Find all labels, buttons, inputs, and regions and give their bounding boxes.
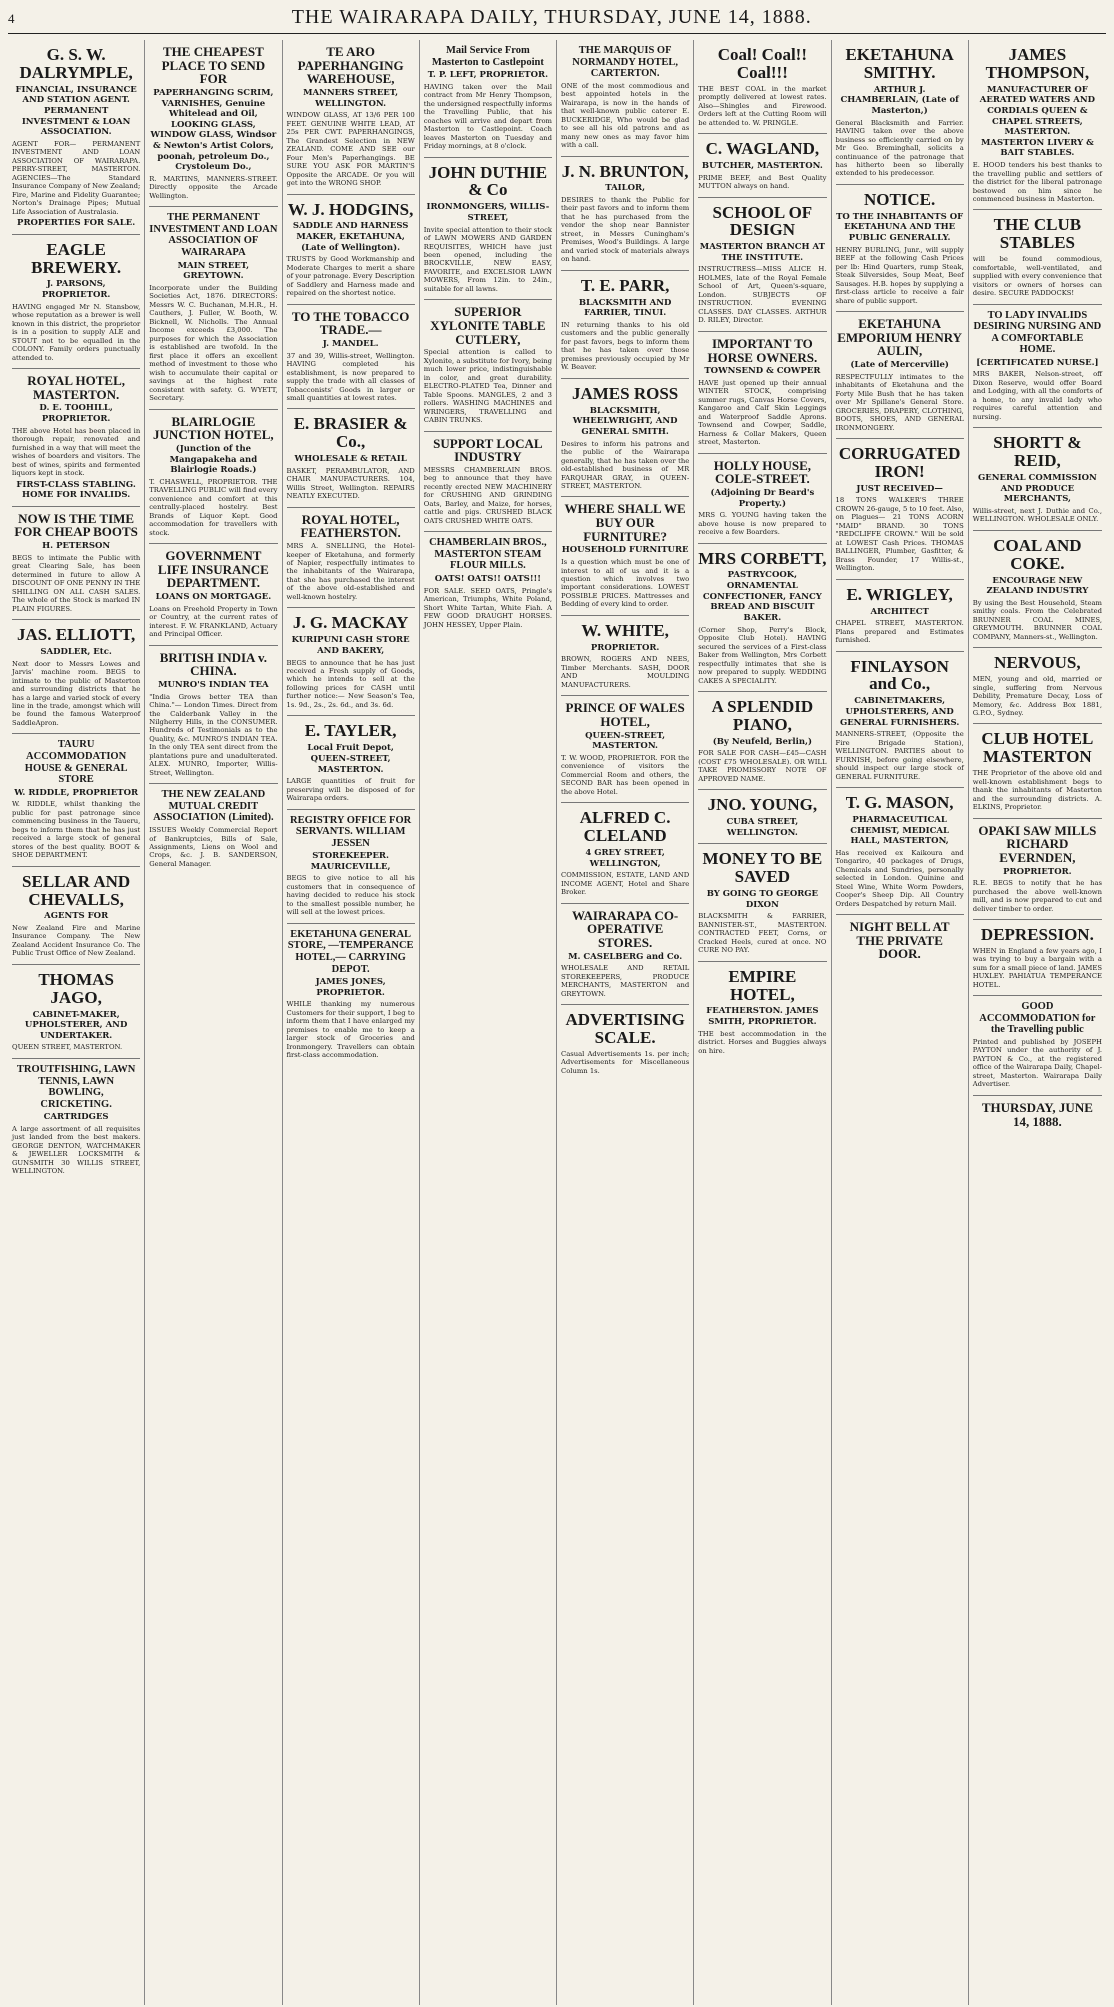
ad-body-text: FOR SALE FOR CASH—£45—CASH (COST £75 WHOLESALE). OR WILL TAKE PROMISSORY NOTE OF APPROVED NAME.: [698, 749, 827, 783]
ad-subheading: MANNERS STREET, WELLINGTON.: [303, 87, 399, 109]
ad-subheading: AGENTS FOR: [44, 911, 109, 922]
ad-subheading: D. E. TOOHILL, PROPRIETOR.: [39, 403, 113, 425]
ad-body-text: MANNERS-STREET, (Opposite the Fire Brigade Station), WELLINGTON. PARTIES about to FURNISH, before going elsewhere, should inspect our large stock of GENERAL FURNITURE.: [835, 730, 964, 781]
column-8: [969, 40, 1106, 2005]
ad-body-text: PRIME BEEF, and Best Quality MUTTON always on hand.: [698, 173, 827, 191]
advertisement: [12, 235, 140, 369]
advertisement: [561, 40, 689, 157]
ad-headline: JOHN DUTHIE & Co: [428, 162, 548, 200]
advertisement: [424, 432, 552, 533]
advertisement: [973, 648, 1102, 724]
ad-headline: A SPLENDID PIANO,: [711, 697, 814, 734]
column-3: [283, 40, 420, 2005]
ad-body-text: T. CHASWELL, PROPRIETOR. THE TRAVELLING PUBLIC will find every convenience and comfort at this centrally-placed hostelry. Best Brands of Liquor Kept. Good accommodation for travellers with stock.: [149, 477, 278, 537]
advertisement: [698, 790, 826, 844]
ad-body-text: Loans on Freehold Property in Town or Country, at the current rates of interest. F. W. FRANKLAND, Actuary and Principal Officer.: [149, 604, 278, 639]
ad-headline: JNO. YOUNG,: [707, 795, 818, 815]
ad-subheading: LOANS ON MORTGAGE.: [155, 592, 272, 603]
ad-subheading: CABINET-MAKER, UPHOLSTERER, AND UNDERTAKER.: [24, 1009, 128, 1041]
ad-subheading: BLACKSMITH, WHEELWRIGHT, AND GENERAL SMITH.: [572, 405, 678, 437]
ad-subheading: BUTCHER, MASTERTON.: [701, 160, 823, 171]
advertisement: [287, 40, 415, 195]
ad-body-text: A large assortment of all requisites just landed from the best makers. GEORGE DENTON, WATCHMAKER & JEWELLER LOCKSMITH & GUNSMITH 30 WILLIS STREET, WELLINGTON.: [12, 1124, 141, 1176]
ad-body-text: CHAPEL STREET, MASTERTON. Plans prepared and Estimates furnished.: [835, 619, 964, 645]
ad-headline: FINLAYSON and Co.,: [850, 656, 949, 694]
ad-body-text: ONE of the most commodious and best appointed hotels in the Wairarapa, is now in the hands of that well-known public caterer E. BUCKERIDGE, Who would be glad to see all his old patrons and as many new ones as may favor him with a call.: [561, 81, 690, 150]
masthead-title: THE WAIRARAPA DAILY, THURSDAY, JUNE 14, 1888.: [291, 6, 812, 28]
ad-headline: IMPORTANT TO HORSE OWNERS.: [707, 335, 818, 365]
ad-subheading: WHOLESALE & RETAIL: [294, 454, 407, 465]
column-1: [8, 40, 145, 2005]
ad-headline: CORRUGATED IRON!: [838, 444, 961, 481]
ad-headline: TAURU ACCOMMODATION HOUSE & GENERAL STORE: [24, 739, 128, 786]
advertisement: [287, 305, 415, 410]
ad-subheading: ARTHUR J. CHAMBERLAIN, (Late of Masterton,): [840, 84, 959, 116]
advertisement: [836, 185, 964, 312]
ad-body-text: 18 TONS WALKER'S THREE CROWN 26-gauge, 5 to 10 feet. Also, on Plagues— 21 TONS ACORN "MAID" BRAND. 30 TONS "REDCLIFFE CROWN." Will be sold at LOWEST Cash Prices. THOMAS BALLINGER, Plumber, Gasfitter, & Brass Founder, 17 Willis-st., Wellington.: [835, 496, 964, 573]
advertisement: [561, 271, 689, 379]
ad-headline: CHAMBERLAIN BROS., MASTERTON STEAM FLOUR MILLS.: [429, 537, 547, 572]
ad-subheading: STOREKEEPER. MAURICEVILLE,: [310, 851, 391, 872]
advertisement: [836, 40, 964, 185]
advertisement: [698, 134, 826, 197]
advertisement: [149, 784, 277, 874]
advertisement: [149, 410, 277, 545]
ad-subheading: FEATHERSTON. JAMES SMITH, PROPRIETOR.: [706, 1006, 819, 1028]
ad-body-text: By using the Best Household, Steam smithy coals. From the Celebrated BRUNNER COAL MINES, GREYMOUTH. BRUNNER COAL COMPANY, Manners-st., Wellington.: [972, 598, 1102, 641]
ad-headline: SELLAR AND CHEVALLS,: [22, 871, 131, 909]
ad-body-text: MRS BAKER, Nelson-street, off Dixon Reserve, would offer Board and Lodging, with all the comforts of a home, to any invalid lady who requires careful attention and nursing.: [972, 370, 1102, 421]
advertisement: [561, 696, 689, 803]
ad-headline: NIGHT BELL AT THE PRIVATE DOOR.: [849, 919, 950, 962]
ad-subheading: CARTRIDGES: [43, 1112, 109, 1123]
ad-body-text: WHILE thanking my numerous Customers for their support, I beg to inform them that I have enlarged my premises to enable me to keep a larger stock of Groceries and Ironmongery. Travellers can obtain first-class accommodation.: [286, 1000, 415, 1060]
ad-headline: ROYAL HOTEL, MASTERTON.: [27, 373, 126, 402]
ad-subheading: ARCHITECT: [870, 606, 929, 617]
ad-body-text: E. HOOD tenders his best thanks to the travelling public and settlers of the district for the liberal patronage bestowed on him since he commenced business in Masterton.: [972, 161, 1102, 203]
advertisement: [287, 508, 415, 609]
ad-extra-line: FIRST-CLASS STABLING. HOME FOR INVALIDS.: [16, 479, 136, 501]
advertisement: [973, 428, 1102, 531]
column-7: [832, 40, 969, 2005]
advertisement: [973, 996, 1102, 1096]
advertisement: [698, 454, 826, 544]
ad-subheading: TOWNSEND & COWPER: [704, 366, 821, 377]
ad-headline: ALFRED C. CLELAND: [579, 808, 671, 846]
advertisement: [561, 616, 689, 696]
ad-headline: J. N. BRUNTON,: [561, 161, 689, 181]
advertisement: [973, 305, 1102, 429]
ad-body-text: General Blacksmith and Farrier. HAVING taken over the above business so efficiently carried on by Mr Geo. Breminghall, solicits a continuance of the patronage that has hitherto been so liberally extended to his predecessor.: [835, 118, 964, 178]
ad-body-text: ISSUES Weekly Commercial Report of Bankruptcies, Bills of Sale, Assignments, Liens on Wool and Crops, &c. J. B. SANDERSON, General Manager.: [149, 826, 278, 868]
ad-headline: GOVERNMENT LIFE INSURANCE DEPARTMENT.: [157, 548, 269, 591]
ad-subheading: H. PETERSON: [42, 541, 111, 552]
advertisement: [149, 544, 277, 645]
ad-headline: TO LADY INVALIDS DESIRING NURSING AND A COMFORTABLE HOME.: [973, 309, 1102, 356]
ad-body-text: THE above Hotel has been placed in thorough repair, renovated and furnished in a way that will meet the wishes of boarders and visitors. The best of wines, spirits and fermented liquors kept in stock.: [12, 426, 141, 478]
ad-headline: THE PERMANENT INVESTMENT AND LOAN ASSOCIATION OF WAIRARAPA: [149, 212, 278, 259]
ad-body-text: BEGS to give notice to all his customers that in consequence of having decided to reduce his stock to the smallest possible number, he will sell at the lowest prices.: [286, 874, 415, 917]
ad-subheading: PASTRYCOOK, ORNAMENTAL CONFECTIONER, FANCY BREAD AND BISCUIT BAKER.: [702, 570, 822, 623]
ad-body-text: COMMISSION, ESTATE, LAND AND INCOME AGENT, Hotel and Share Broker.: [561, 871, 690, 897]
ad-headline: THE CLUB STABLES: [993, 215, 1082, 253]
ad-subheading: MUNRO'S INDIAN TEA: [158, 679, 269, 690]
ad-body-text: WHOLESALE AND RETAIL STOREKEEPERS, PRODUCE MERCHANTS, MASTERTON and GREYTOWN.: [561, 964, 690, 998]
ad-body-text: FOR SALE. SEED OATS, Pringle's American, Triumphs, White Poland, Short White Tartan, White Fiah. A FEW GOOD DRAUGHT HORSES. JOHN HESSEY, Upper Plain.: [423, 586, 552, 629]
advertisement: [424, 40, 552, 158]
advertisement: [12, 965, 140, 1059]
ad-headline: EKETAHUNA EMPORIUM HENRY AULIN,: [837, 316, 963, 359]
ad-subheading: PHARMACEUTICAL CHEMIST, MEDICAL HALL, MASTERTON,: [850, 814, 949, 847]
ad-subheading: (By Neufeld, Berlin,): [712, 736, 813, 747]
ad-body-text: T. W. WOOD, PROPRIETOR. FOR the convenience of visitors the Commercial Room and others, the SECOND BAR has been opened in the above Hotel.: [561, 753, 690, 796]
ad-body-text: Has received ex Kaikoura and Tongariro, 40 packages of Drugs, Chemicals and Sundries, personally selected in London. Quinine and Steel Wine, White Worm Powders, Cooper's Sheep Dip. All Country Orders Despatched by return Mail.: [835, 848, 964, 908]
ad-headline: BLAIRLOGIE JUNCTION HOTEL,: [153, 413, 274, 443]
ad-subheading: CABINETMAKERS, UPHOLSTERERS, AND GENERAL FURNISHERS.: [839, 696, 960, 728]
ad-body-text: Printed and published by JOSEPH PAYTON under the authority of J. PAYTON & Co., at the registered office of the Wairarapa Daily, Chapel-street, Masterton. Wairarapa Daily Advertiser.: [972, 1037, 1102, 1089]
advertisement: [287, 716, 415, 809]
ad-body-text: (Corner Shop, Perry's Block, Opposite Club Hotel). HAVING secured the services of a First-class Baker from Wellington, Mrs Corbett respectfully intimates that she is now prepared to supply. WEDDING CAKES A SPECIALITY.: [698, 625, 827, 685]
ad-subheading: M. CASELBERG and Co.: [568, 951, 683, 962]
ad-headline: TROUTFISHING, LAWN TENNIS, LAWN BOWLING, CRICKETING.: [16, 1063, 136, 1110]
ad-subheading: MASTERTON BRANCH AT THE INSTITUTE.: [699, 242, 825, 263]
advertisement: [287, 924, 415, 1066]
advertisement: [424, 532, 552, 635]
ad-headline: THE NEW ZEALAND MUTUAL CREDIT ASSOCIATION (Limited).: [153, 789, 274, 824]
ad-body-text: Invite special attention to their stock of LAWN MOWERS AND GARDEN REQUISITES, WHICH have just been opened, including the BROCKVILLE, NEW EASY, FAVORITE, and EXCELSIOR LAWN MOWERS, From 12in. to 24in., suitable for all lawns.: [423, 225, 552, 293]
ad-headline: HOLLY HOUSE, COLE-STREET.: [713, 457, 812, 487]
ad-subheading: GENERAL COMMISSION AND PRODUCE MERCHANTS,: [977, 473, 1097, 505]
ad-subheading: PROPRIETOR.: [590, 642, 660, 653]
ad-headline: THE MARQUIS OF NORMANDY HOTEL, CARTERTON.: [572, 45, 679, 80]
advertisement: [698, 198, 826, 332]
ad-headline: NERVOUS,: [994, 653, 1081, 673]
ad-body-text: Willis-street, next J. Duthie and Co., WELLINGTON. WHOLESALE ONLY.: [972, 506, 1102, 524]
ad-subheading: BY GOING TO GEORGE DIXON: [706, 889, 819, 910]
ad-headline: TE ARO PAPERHANGING WAREHOUSE,: [297, 44, 404, 87]
ad-body-text: R. MARTINS, MANNERS-STREET. Directly opposite the Arcade Wellington.: [149, 174, 278, 200]
ad-headline: G. S. W. DALRYMPLE,: [19, 45, 133, 82]
advertisement: [561, 379, 689, 498]
ad-body-text: MRS G. YOUNG having taken the above house is now prepared to receive a few Boarders.: [698, 511, 827, 537]
ad-body-text: Casual Advertisements 1s. per inch; Advertisements for Miscellaneous Column 1s.: [561, 1049, 690, 1075]
column-5: [557, 40, 694, 2005]
advertisement: [973, 531, 1102, 648]
advertisement: [698, 844, 826, 961]
ad-subheading: PROPRIETOR.: [1003, 866, 1072, 877]
ad-extra-line: PROPERTIES FOR SALE.: [17, 218, 136, 229]
advertisement: [698, 332, 826, 454]
ad-subheading: BLACKSMITH AND FARRIER, TINUI.: [578, 297, 672, 319]
ad-headline: EKETAHUNA GENERAL STORE, —TEMPERANCE HOTEL,— CARRYING DEPOT.: [287, 928, 414, 975]
ad-headline: SUPPORT LOCAL INDUSTRY: [433, 435, 543, 465]
ad-headline: EMPIRE HOTEL,: [728, 966, 797, 1004]
ad-body-text: QUEEN STREET, MASTERTON.: [12, 1043, 123, 1052]
ad-body-text: WINDOW GLASS, AT 13/6 PER 100 FEET. GENUINE WHITE LEAD, AT 25s PER CWT. PAPERHANGINGS, The Grandest Selection in NEW ZEALAND. COME AND SEE our Four Men's Paperhangings. BE SURE YOU ASK FOR MARTIN'S Opposite the ARCADE. Or you will get into the WRONG SHOP.: [286, 111, 415, 188]
ad-headline: T. G. MASON,: [845, 793, 954, 813]
ad-headline: REGISTRY OFFICE FOR SERVANTS. WILLIAM JESSEN: [290, 814, 412, 849]
ad-body-text: HENRY BURLING, Junr., will supply BEEF at the following Cash Prices per lb: Hind Quarters, rump Steak, Steak Silversides, Soup Meat, Beef Sausages. H.B. hopes by supplying a first-class article to receive a fair share of public support.: [835, 245, 964, 305]
ad-headline: SUPERIOR XYLONITE TABLE CUTLERY,: [430, 304, 546, 347]
ad-body-text: will be found commodious, comfortable, well-ventilated, and supplied with every convenience that visitors or owners of horses can desire. SECURE PADDOCKS!: [972, 255, 1102, 298]
ad-headline: THURSDAY, JUNE 14, 1888.: [981, 1099, 1093, 1129]
ad-subheading: MAIN STREET, GREYTOWN.: [177, 260, 250, 282]
ad-body-text: THE BEST COAL in the market promptly delivered at lowest rates. Also—Shingles and Firewood. Orders left at the Cutting Room will be attended to. W. PRINGLE.: [698, 84, 827, 127]
advertisement: [287, 409, 415, 507]
advertisement: [836, 439, 964, 580]
ad-headline: SHORTT & REID,: [993, 433, 1082, 471]
masthead: [8, 6, 1106, 34]
advertisement: [973, 920, 1102, 996]
ad-headline: Mail Service From Masterton to Castlepoint: [431, 45, 544, 68]
ad-headline: EKETAHUNA SMITHY.: [845, 45, 954, 82]
ad-headline: CLUB HOTEL MASTERTON: [981, 729, 1094, 767]
advertisement: [836, 788, 964, 915]
ad-body-text: MEN, young and old, married or single, suffering from Nervous Debility, Premature Decay, Loss of Memory, &c. Address Box 1881, G.P.O., Sydney.: [972, 675, 1102, 717]
ad-headline: Coal! Coal!! Coal!!!: [717, 45, 807, 82]
ad-subheading: JUST RECEIVED—: [856, 483, 943, 494]
ad-subheading: TAILOR,: [605, 183, 646, 194]
ad-headline: TO THE TOBACCO TRADE.—: [291, 308, 410, 338]
advertisement: [424, 158, 552, 301]
ad-subheading: KURIPUNI CASH STORE AND BAKERY,: [291, 635, 410, 656]
ad-headline: E. WRIGLEY,: [846, 584, 953, 604]
columns: [8, 40, 1106, 2005]
ad-subheading: 4 GREY STREET, WELLINGTON,: [585, 847, 665, 869]
advertisement: [424, 300, 552, 431]
ad-body-text: Desires to inform his patrons and the public of the Wairarapa generally, that he has taken over the old-established business of MR FARQUHAR GRAY, in QUEEN-STREET, MASTERTON.: [561, 439, 690, 490]
advertisement: [561, 803, 689, 903]
ad-body-text: WHEN in England a few years ago, I was trying to buy a bargain with a sum for a small piece of land. JAMES HUXLEY. PAHIATUA TEMPERANCE HOTEL.: [972, 946, 1102, 989]
ad-subheading: T. P. LEFT, PROPRIETOR.: [427, 70, 549, 81]
ad-headline: ROYAL HOTEL, FEATHERSTON.: [300, 511, 401, 541]
ad-headline: W. WHITE,: [581, 620, 669, 640]
ad-headline: SCHOOL OF DESIGN: [712, 202, 813, 240]
advertisement: [12, 620, 140, 734]
ad-body-text: TRUSTS by Good Workmanship and Moderate Charges to merit a share of your patronage. Every Description of Saddlery and Harness made and repaired on the shortest notice.: [286, 255, 415, 298]
column-2: [145, 40, 282, 2005]
ad-headline: GOOD ACCOMMODATION for the Travelling public: [979, 1001, 1096, 1036]
advertisement: [973, 210, 1102, 304]
ad-body-text: AGENT FOR— PERMANENT INVESTMENT AND LOAN ASSOCIATION OF WAIRARAPA. PERRY-STREET, MASTERTON. AGENCIES—The Standard Insurance Company of New Zealand; Fire, Marine and Fidelity Guarantee; Norton's Drainage Pipes; Mutual Life Association of Australasia.: [12, 139, 141, 216]
ad-headline: ADVERTISING SCALE.: [565, 1010, 685, 1048]
advertisement: [836, 580, 964, 652]
ad-subheading: OATS! OATS!! OATS!!!: [434, 574, 542, 584]
advertisement: [149, 207, 277, 409]
ad-body-text: THE best accommodation in the district. Horses and Buggies always on hire.: [698, 1029, 827, 1055]
ad-subheading: TO THE INHABITANTS OF EKETAHUNA AND THE PUBLIC GENERALLY.: [836, 211, 964, 244]
advertisement: [12, 1059, 140, 1182]
ad-subheading: FINANCIAL, INSURANCE AND STATION AGENT. PERMANENT INVESTMENT & LOAN ASSOCIATION.: [15, 84, 137, 138]
ad-body-text: Next door to Messrs Lowes and Jarvis' machine room. BEGS to intimate to the public of Masterton and surrounding districts that he has a large and varied stock of every line in the trade, amongst which will be found the famous Waterproof SaddleApron.: [12, 659, 141, 727]
advertisement: [561, 157, 689, 271]
advertisement: [698, 544, 826, 692]
advertisement: [973, 819, 1102, 920]
ad-subheading: CUBA STREET, WELLINGTON.: [726, 817, 799, 838]
ad-body-text: DESIRES to thank the Public for their past favors and to inform them that he has purchased from the vendor the shop near Bannister street, in Messrs Cuningham's Premises, Wood's Buildings. A large and varied stock of materials always on hand.: [561, 195, 690, 264]
ad-body-text: BEGS to intimate the Public with great Clearing Sale, has been determined in future to allow A DISCOUNT OF ONE PENNY IN THE SHILLING ON ALL CASH SALES. The whole of the Stock is marked IN PLAIN FIGURES.: [12, 553, 141, 613]
advertisement: [973, 724, 1102, 818]
ad-headline: DEPRESSION.: [980, 925, 1094, 945]
ad-subheading: SADDLE AND HARNESS MAKER, EKETAHUNA, (Late of Wellington).: [292, 221, 409, 253]
advertisement: [287, 195, 415, 305]
advertisement: [836, 312, 964, 439]
advertisement: [973, 40, 1102, 210]
ad-body-text: New Zealand Fire and Marine Insurance Company. The New Zealand Accident Insurance Co. The Public Trust Office of New Zealand.: [12, 923, 141, 958]
ad-headline: THE CHEAPEST PLACE TO SEND FOR: [161, 44, 266, 87]
ad-subheading: SADDLER, Etc.: [40, 646, 112, 657]
ad-headline: E. BRASIER & Co.,: [293, 414, 408, 452]
ad-headline: W. J. HODGINS,: [287, 199, 414, 219]
ad-subheading: MANUFACTURER OF AERATED WATERS AND CORDIALS QUEEN & CHAPEL STREETS, MASTERTON. MASTERTON LIVERY & BAIT STABLES.: [979, 84, 1095, 159]
ad-headline: OPAKI SAW MILLS RICHARD EVERNDEN,: [978, 822, 1097, 865]
ad-body-text: IN returning thanks to his old customers and the public generally for past favors, begs to inform them that he has taken over those premises previously occupied by Mr W. Beaver.: [561, 320, 690, 372]
ad-subheading: ENCOURAGE NEW ZEALAND INDUSTRY: [986, 575, 1089, 597]
ad-body-text: INSTRUCTRESS—MISS ALICE H. HOLMES, late of the Royal Female School of Art, Queen's-square, London. SUBJECTS OF INSTRUCTION. EVENING CLASSES. DAY CLASSES. ARTHUR D. RILEY, Director.: [698, 265, 827, 325]
advertisement: [149, 646, 277, 785]
ad-headline: WHERE SHALL WE BUY OUR FURNITURE?: [564, 501, 686, 544]
ad-body-text: THE Proprietor of the above old and well-known establishment begs to thank the inhabitants of Masterton and the surrounding districts. A. ELKINS, Proprietor.: [972, 769, 1102, 812]
ad-headline: NOTICE.: [863, 189, 936, 209]
ad-subheading: IRONMONGERS, WILLIS-STREET,: [426, 202, 550, 223]
advertisement: [836, 652, 964, 788]
ad-headline: JAMES THOMPSON,: [985, 45, 1090, 82]
ad-headline: WAIRARAPA CO-OPERATIVE STORES.: [571, 907, 679, 950]
ad-subheading: J. PARSONS, PROPRIETOR.: [41, 279, 111, 301]
ad-body-text: Incorporate under the Building Societies Act, 1876. DIRECTORS: Messrs W. C. Buchanan, M.H.R., H. Cauthers, J. Fuller, W. Booth, W. Bicknell, W. Nicholls. The Annual Income exceeds £3,000. The purposes for which the Association is established are twofold. In the first place it offers an excellent method of investment to those who wish to accumulate their capital or savings at the highest rate consistent with safety. G. WYETT, Secretary.: [149, 283, 278, 403]
ad-body-text: MRS A. SNELLING, the Hotel-keeper of Eketahuna, and formerly of Napier, respectfully intimates to the inhabitants of the Wairarapa, that she has purchased the interest of the above old-established and well-known hostelry.: [286, 542, 415, 601]
ad-subheading: HOUSEHOLD FURNITURE: [561, 545, 689, 556]
advertisement: [287, 608, 415, 716]
column-6: [694, 40, 831, 2005]
ad-headline: THOMAS JAGO,: [38, 969, 114, 1007]
ad-body-text: HAVING taken over the Mail contract from Mr Henry Thompson, the undersigned respectfully informs the Travelling Public, that his coaches will arrive and depart from Masterton to Castlepoint. Coach leaves Masterton on Tuesday and Friday mornings, at 8 o'clock.: [423, 82, 552, 151]
ad-headline: MRS CORBETT,: [698, 548, 827, 568]
ad-headline: JAS. ELLIOTT,: [16, 625, 136, 645]
ad-body-text: BLACKSMITH & FARRIER, BANNISTER-ST., MASTERTON. CONTRACTED FEET, Corns, or Cracked Heels, cured at once. NO CURE NO PAY.: [698, 912, 827, 955]
ad-body-text: MESSRS CHAMBERLAIN BROS. beg to announce that they have recently erected NEW MACHINERY for CRUSHING AND GRINDING Oats, Barley, and Maize, for horses, cattle and pigs. CRUSHED BLACK OATS CRUSHED WHITE OATS.: [423, 465, 552, 525]
ad-headline: COAL AND COKE.: [993, 535, 1082, 573]
column-4: [420, 40, 557, 2005]
ad-body-text: "India Grows better TEA than China."— London Times. Direct from the Calderbank Valley in the Nilgherry Hills, in the CONSUMER. Hundreds of Testimonials as to the Quality, &c. MUNRO'S INDIAN TEA. In the only TEA sent direct from the plantations pure and unadulterated. ALEX. MUNRO, Importer, Willis-Street, Wellington.: [149, 692, 278, 777]
advertisement: [12, 867, 140, 965]
advertisement: [12, 507, 140, 620]
ad-headline: J. G. MACKAY: [292, 613, 409, 633]
advertisement: [12, 369, 140, 507]
ad-body-text: 37 and 39, Willis-street, Wellington. HAVING completed his establishment, is now prepared to supply the trade with all classes of Tobacconists' Goods in larger or small quantities at lowest rates.: [286, 351, 415, 402]
advertisement: [973, 1096, 1102, 1134]
ad-headline: BRITISH INDIA v. CHINA.: [159, 649, 268, 679]
advertisement: [561, 1005, 689, 1081]
advertisement: [698, 962, 826, 1061]
advertisement: [149, 40, 277, 207]
advertisement: [287, 810, 415, 924]
advertisement: [698, 40, 826, 134]
ad-headline: NOW IS THE TIME FOR CHEAP BOOTS: [14, 510, 138, 540]
advertisement: [836, 915, 964, 967]
ad-body-text: BROWN, ROGERS AND NEES, Timber Merchants. SASH, DOOR AND MOULDING MANUFACTURERS.: [561, 655, 690, 689]
advertisement: [561, 904, 689, 1005]
ad-subheading: J. MANDEL.: [322, 338, 379, 349]
ad-subheading: W. RIDDLE, PROPRIETOR: [14, 787, 139, 798]
ad-body-text: BEGS to announce that he has just received a Fresh supply of Goods, which he intends to sell at the following prices for CASH until further notice:— New Season's Tea, 1s. 9d., 2s., 2s. 6d., and 3s. 6d.: [286, 658, 415, 709]
ad-subheading: QUEEN-STREET, MASTERTON.: [585, 730, 666, 752]
ad-body-text: LARGE quantities of fruit for preserving will be disposed of for Wairarapa orders.: [286, 777, 415, 803]
ad-body-text: W. RIDDLE, whilst thanking the public for past patronage since commencing business in the Taueru, begs to inform them that he has just received a large stock of general stores of the best quality. BOOT & SHOE DEPARTMENT.: [12, 800, 141, 860]
ad-body-text: Is a question which must be one of interest to all of us and it is a question which involves two important considerations. LOWEST POSSIBLE PRICES. Mattresses and Bedding of every kind to order.: [561, 558, 690, 609]
advertisement: [12, 40, 140, 235]
advertisement: [12, 734, 140, 866]
ad-body-text: Special attention is called to Xylonite, a substitute for Ivory, being much lower price, indistinguishable in color, and great durability. ELECTRO-PLATED Tea, Dinner and Table Spoons. MANGLES, 2 and 3 rollers. WASHING MACHINES and WRINGERS, TRAVELLING and CABIN TRUNKS.: [423, 348, 552, 425]
ad-headline: E. TAYLER,: [304, 721, 397, 741]
ad-headline: EAGLE BREWERY.: [31, 239, 122, 277]
page-number: 4: [8, 11, 16, 26]
ad-subheading: (Late of Mercerville): [850, 359, 949, 370]
ad-headline: C. WAGLAND,: [705, 139, 820, 159]
ad-subheading: Local Fruit Depot, QUEEN-STREET, MASTERTON.: [307, 743, 394, 775]
ad-body-text: R.E. BEGS to notify that he has purchased the above well-known mill, and is now prepared to cut and deliver timber to order.: [972, 879, 1102, 913]
ad-subheading: [CERTIFICATED NURSE.]: [976, 357, 1099, 368]
ad-headline: PRINCE OF WALES HOTEL,: [565, 700, 685, 729]
ad-subheading: (Adjoining Dr Beard's Property.): [710, 487, 815, 509]
ad-headline: MONEY TO BE SAVED: [702, 849, 823, 887]
ad-subheading: JAMES JONES, PROPRIETOR.: [315, 977, 386, 998]
advertisement: [561, 497, 689, 615]
ad-headline: JAMES ROSS: [571, 383, 679, 403]
ad-subheading: (Junction of the Mangapakeha and Blairlogie Roads.): [169, 443, 258, 476]
ad-body-text: BASKET, PERAMBULATOR, AND CHAIR MANUFACTURERS. 104, Willis Street, Wellington. REPAIRS NEATLY EXECUTED.: [286, 466, 415, 501]
ad-subheading: PAPERHANGING SCRIM, VARNISHES, Genuine Whitelead and Oil, LOOKING GLASS, WINDOW GLASS, Windsor & Newton's Artist Colors, poonah, petroleum Do., Crystoleum Do.,: [150, 87, 277, 173]
ad-headline: T. E. PARR,: [580, 275, 670, 295]
ad-body-text: RESPECTFULLY intimates to the inhabitants of Eketahuna and the Forty Mile Bush that he has taken over Mr Spillane's General Store. GROCERIES, DRAPERY, CLOTHING, BOOTS, SHOES, AND GENERAL IRONMONGERY.: [835, 372, 964, 432]
ad-body-text: HAVE just opened up their annual WINTER STOCK, comprising summer rugs, Canvas Horse Covers, Kangaroo and Calf Skin Leggings and Waterproof Saddle Aprons. Townsend and Cowper, Saddle, Harness & Collar Makers, Queen street, Masterton.: [698, 378, 827, 447]
advertisement: [698, 692, 826, 790]
ad-body-text: HAVING engaged Mr N. Stansbow, whose reputation as a brewer is well known in this district, the proprietor is in a position to supply ALE and STOUT not to be equalled in the COLONY. Family orders punctually attended to.: [12, 302, 141, 362]
